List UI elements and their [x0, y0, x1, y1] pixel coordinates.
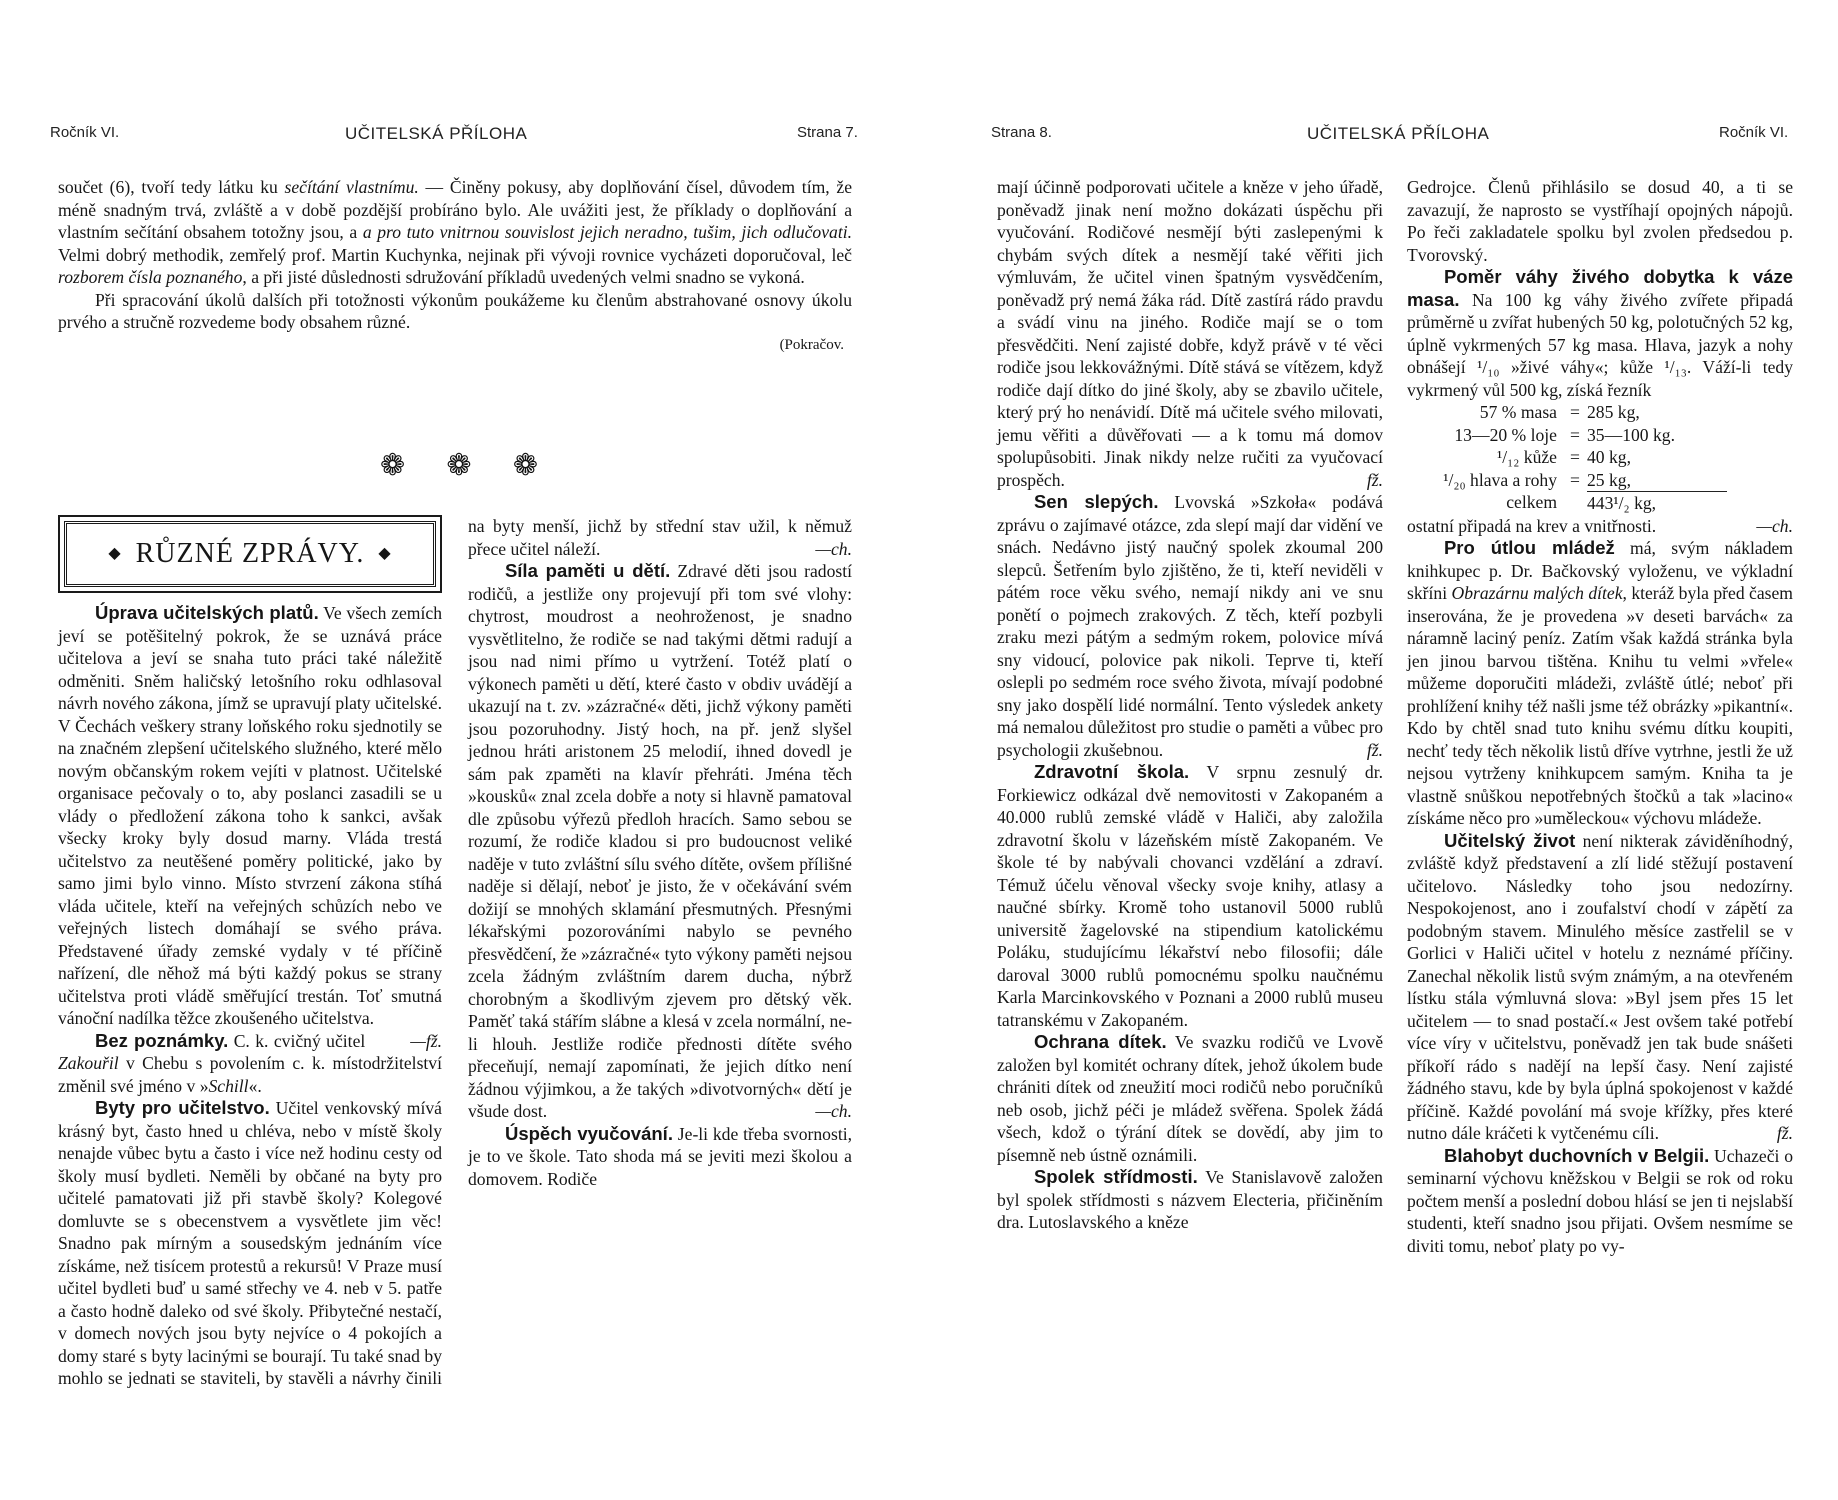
article-signature: fž.	[1366, 469, 1383, 490]
flower-ornament-icon: ❁	[446, 449, 472, 482]
article-heading: Učitelský život	[1443, 829, 1576, 851]
article-heading: Blahobyt duchovních v Belgii.	[1443, 1144, 1710, 1166]
diamond-bullet-icon: ◆	[378, 544, 392, 562]
intro-paragraph-2: Při spracování úkolů dalších při totožnosti výkonům poukážeme ku členům abstrahované osnovy úkolu prvého a stručně rozvedeme body obsahem různé.	[58, 289, 852, 332]
article-heading: Byty pro učitelstvo.	[94, 1097, 270, 1118]
article-heading: Sen slepých.	[1033, 491, 1159, 512]
article-child-protection: Ochrana dítek. Ve svazku rodičů ve Lvově založen byl komitét ochrany dítek, jehož úkolem bude chrániti dítek od zneužití moci rodičů nebo poručníků neb osob, jichž péči je mládež svěřena. Spolek žádá všech, kdož o týrání dítek se dovědí, aby jim to písemně neb ústně oznámili.	[997, 1031, 1383, 1165]
article-young-readers: Pro útlou mládež má, svým nákladem knihkupec p. Dr. Bačkovský vyloženu, ve výkladní skříni Obrazárnu malých dítek, kteráž byla před časem inserována, že je provedena »v deseti barvách« za náramně laciný peníz. Zatím však každá stránka byla jen jinou barvou tištěna. Knihu tu velmi »vřele« můžeme doporučiti mládeži, zvláště útlé; neboť při prohlížení knihy též našli jsme též obrázky »pikantní«. Kdo by chtěl snad tuto knihu svému dítku koupiti, nechť tedy těch několik listů dříve vytrhne, jestli že už nejsou vytrženy knihkupcem samým. Kniha ta je vlastně snůškou nepotřebných štočků a tak »lacino« získáme něco pro »uměleckou« výchovu mládeže.	[1407, 537, 1793, 828]
article-heading: Síla paměti u dětí.	[504, 560, 671, 581]
weight-table	[1407, 401, 1793, 515]
running-head-title: UČITELSKÁ PŘÍLOHA	[1307, 124, 1490, 143]
table-row: 13—20 % loje = 35—100 kg.	[1454, 424, 1675, 445]
running-head-title: UČITELSKÁ PŘÍLOHA	[345, 124, 528, 143]
article-heading: Spolek střídmosti.	[1033, 1166, 1198, 1187]
article-temperance: Spolek střídmosti. Ve Stanislavově založen byl spolek střídmosti s názvem Electeria, přičiněním dra. Lutoslavského a kněze	[997, 1166, 1383, 1232]
right-column-2	[1407, 176, 1793, 1257]
article-signature: fž.	[1366, 739, 1383, 760]
flower-ornament-icon: ❁	[512, 449, 538, 482]
diamond-bullet-icon: ◆	[108, 544, 122, 562]
table-row: 57 % masa = 285 kg,	[1479, 402, 1640, 422]
article-heading: Bez poznámky.	[94, 1029, 229, 1051]
article-signature: fž.	[1776, 1123, 1793, 1143]
running-head-page: Strana 8.	[991, 124, 1052, 141]
article-heading: Zdravotní škola.	[1033, 761, 1190, 782]
article-memory: Síla paměti u dětí. Zdravé děti jsou radostí rodičů, a jestliže ony projevují při tom své vlohy: chytrost, moudrost a neohroženost, je snadno vysvětlitelno, že rodiče se nad takými dětmi radují a jsou nad nimi přímo u vytržení. Totéž platí o výkonech paměti u dětí, které často v obdiv uvádějí a ukazují na t. zv. »zázračné« děti, jichž výkony paměti jsou pozoruhodny. Jistý hoch, na př. jenž slyšel jednou hráti aristonem 25 melodií, ihned dovedl je sám pak zpaměti na klavír přehráti. Jména těch »kousků« znal zcela dobře a noty si hlavně pamatoval dle způsobu výřezů předloh hracích. Samo sebou se rozumí, že rodiče kladou si pro budoucnost veliké naděje v tuto zvláštní sílu svého dítěte, ovšem přílišné naděje si dělají, neboť je jisto, že v očekávání svém dožijí se mnohých sklamání přesmutných. Přesnými lékařskými pozorováními nabylo se pevného přesvědčení, že »zázračné« tyto výkony paměti nejsou zcela žádným zvláštním darem ducha, nýbrž chorobným a škodlivým zjevem pro dětský věk. Paměť taká stářím slábne a klesá v zcela normální, ne-li hlouh. Jestliže rodiče přednosti dítěte svého přeceňují, nemají zapomínati, že jejich dítko není žádnou výjimkou, a že takých »divotvorných« dětí je všude dost. —ch.	[468, 560, 852, 1121]
article-heading: Úspěch vyučování.	[504, 1122, 673, 1144]
running-head-page: Strana 7.	[797, 124, 858, 141]
article-blind-dreams: Sen slepých. Lvovská »Szkoła« podává zprávu o zajímavé otázce, zda slepí mají dar vidění ve snách. Nedávno jistý naučný spolek zkoumal 200 slepců. Šetřením bylo zjištěno, že ti, kteří neviděli v pátém roce věku svého, nemají nikdy ani ve snu ponětí o pojmech zrakových. Z těch, kteří pozbyli zraku mezi pátým a sedmým rokem, polovice mívá sny vidoucí, polovice pak nikoli. Teprve ti, kteří oslepli po sedmém roce svého života, mívají podobné sny jako dospělí lidé normální. Tento výsledek ankety má nemalou důležitost pro studie o paměti a vůbec pro psychologii zkušebnou. fž.	[997, 491, 1383, 760]
cattle-weight-after: ostatní připadá na krev a vnitřnosti. —ch.	[1407, 515, 1793, 536]
article-signature: —ch.	[1756, 515, 1793, 536]
running-head-volume: Ročník VI.	[1719, 124, 1789, 141]
article-temperance-cont: Gedrojce. Členů přihlásilo se dosud 40, a ti se zavazují, že naprosto se vystříhají opojných nápojů. Po řeči zakladatele spolku byl zvolen předsedou p. Tvorovský.	[1407, 177, 1793, 265]
ornament-divider	[380, 448, 538, 483]
article-teaching-success-cont: mají účinně podporovati učitele a kněze v jeho úřadě, poněvadž jinak není možno dokázati úspěchu při vyučování. Rodičové nesmějí býti zaslepenými k chybám svých dítek a nesmějí také věřiti jich výmluvám, že učitel vinen špatným vysvědčením, poněvadž prý nemá žáka rád. Dítě zastírá rádo pravdu a svádí vinu na jiného. Rodiče mají se o tom přesvědčiti. Není zajisté dobře, když právě v té věci rodiče jsou lekkovážnými. Dítě stává se vítězem, když rodiče dají dítko do jiné školy, aby se zbavilo učitele, který prý ho nenávidí. Dítě má učitele svého milovati, jemu věřiti a důvěřovati — a k tomu má domov spolupůsobiti. Jinak nikdy nelze ručiti za vyučovací prospěch. fž.	[997, 177, 1383, 490]
table-row: ¹/₁₂ kůže = 40 kg,	[1496, 447, 1631, 467]
table-row: ¹/₂₀ hlava a rohy = 25 kg,	[1443, 469, 1631, 490]
article-housing: Byty pro učitelstvo. Učitel venkovský mívá krásný byt, často hned u chléva, nebo v místě školy nenajde vůbec bytu a často i více než hodinu cesty od školy musí bydleti. Neměli by občané na byty pro učitelé pamatovati již při stavbě školy? Kolegové domluvte se s obecenstvem a vysvětlete jim věc! Snadno pak mírným a sousedským jednáním více získáme, než tisícem protestů a rekursů! V Praze musí učitel bydleti buď u samé střechy ve 4. neb v 5. patře a často hodně daleko od své školy. Přibytečné nestačí, v domech nových jsou byty nejvíce o 4 pokojích a domy staré s byty lacinými se bourají. Tu také snad by mohlo se jednati se staviteli, by stavěli a návrhy činili na byty menší, jichž by střední stav užil, k němuž přece učitel náleží. —ch.	[58, 516, 852, 1388]
intro-continuation	[58, 176, 852, 356]
section-title-box	[58, 515, 442, 593]
article-heading: Pro útlou mládež	[1443, 537, 1615, 558]
running-head-volume: Ročník VI.	[50, 124, 120, 141]
article-signature: —fž.	[410, 1030, 442, 1051]
article-signature: —ch.	[815, 1101, 852, 1121]
section-title: RŮZNÉ ZPRÁVY.	[135, 537, 365, 569]
article-teacher-life: Učitelský život není nikterak záviděníhodný, zvláště když představení a zlí lidé stěžují postavení učitelovo. Následky toho jsou nedozírny. Nespokojenost, ano i zoufalství chodí v zápětí za podobným stavem. Minulého měsíce zastřelil se v Gorlici v Haliči učitel v hotelu z neznámé příčiny. Zanechal několik listů svým známým, a na otevřeném lístku stála výmluvná slova: »Byl jsem přes 15 let učitelem — to snad postačí.« Jest ovšem také potřebí více víry v učitelstvu, poněvadž jen tak bude snášeti příkoří rádo s nadějí na lepší časy. Není zajisté žádného stavu, kde by byla úplná spokojenost v každé příčině. Každé povolání má svoje křížky, přes které nutno dále kráčeti k vytčenému cíli. fž.	[1407, 829, 1794, 1143]
intro-paragraph-1: součet (6), tvoří tedy látku ku sečítání vlastnímu. — Činěny pokusy, aby doplňování čísel, důvodem tím, že méně snadným trvá, zvláště a v době pozdější probíráno bylo. Ale uvážiti jest, že příklady o doplňování a vlastním sečítání obsahem totožny jsou, a a pro tuto vnitrnou souvislost jejich neradno, tušim, jich odlučovati. Velmi dobrý methodik, zemřelý prof. Martin Kuchynka, nejinak při vývoji rovnice vycházeti doporučoval, leč rozborem čísla poznaného, a při jisté důslednosti sdružování příkladů uvedených velmi snadno se vykoná.	[58, 177, 853, 287]
right-page	[919, 0, 1838, 1500]
article-heading: Poměr váhy živého dobytka k váze masa.	[1407, 266, 1793, 310]
flower-ornament-icon: ❁	[380, 449, 406, 482]
continued-note: (Pokračov.	[779, 336, 844, 353]
article-heading: Úprava učitelských platů.	[94, 602, 319, 623]
article-heading: Ochrana dítek.	[1033, 1031, 1167, 1052]
right-column-1	[997, 176, 1383, 1234]
article-teaching-success: Úspěch vyučování. Je-li kde třeba svornosti, je to ve škole. Tato shoda má se jeviti mezi školou a domovem. Rodiče	[468, 1122, 852, 1189]
table-row-total: celkem 443¹/₂ kg,	[1407, 491, 1793, 515]
article-health-school: Zdravotní škola. V srpnu zesnulý dr. Forkiewicz odkázal dvě nemovitosti v Zakopaném a 40.000 rublů zemské vládě v Haliči, aby založila zdravotní školu v lázeňském místě Zakopaném. Ve škole té by nabývali chovanci vzdělání a zdraví. Témuž účelu věnoval všecky svoje knihy, atlasy a naučné sbírky. Kromě toho ustanovil 5000 rublů universitě žagelovské na stipendium katolickému Poláku, studujícímu lékařství nebo filosofii; dále daroval 3000 rublů pomocnému spolku naučnému Karla Marcinkovského v Poznani a 2000 rublů museu tatranskému v Zakopaném.	[997, 761, 1383, 1030]
article-cattle-weight: Poměr váhy živého dobytka k váze masa. Na 100 kg váhy živého zvířete připadá průměrně u zvířat hubených 50 kg, polotučných 52 kg, úplně vykrmených 57 kg masa. Hlava, jazyk a nohy obnášejí ¹/₁₀ »živé váhy«; kůže ¹/₁₃. Váží-li tedy vykrmený vůl 500 kg, získá řezník	[1407, 266, 1794, 400]
article-clergy-belgium: Blahobyt duchovních v Belgii. Uchazeči o seminarní výchovu kněžskou v Belgii se rok od roku počtem menší a poslední dobou hlásí se jen ti nejslabší studenti, kteří snadno jsou přijati. Ovšem nesmíme se diviti tomu, neboť platy po vy-	[1407, 1144, 1794, 1256]
article-no-comment: Bez poznámky. C. k. cvičný učitel Zakouřil v Chebu s povolením c. k. místodržitelství změnil své jméno v »Schill«.	[58, 1029, 442, 1096]
news-columns	[58, 515, 852, 1415]
article-signature: —ch.	[815, 538, 852, 559]
article-salaries: Úprava učitelských platů. Ve všech zemích jeví se potěšitelný pokrok, že se uznává práce učitelova a jeví se snaha tuto práci také náležitě odměniti. Sněm haličský letošního roku odhlasoval návrh nového zákona, jímž se upravují platy učitelské. V Čechách veškery strany loňského roku sjednotily se na značném zlepšení učitelského služného, které mělo novým občanským rokem vejíti v platnost. Učitelské organisace pečovaly o to, aby poslanci zasadili se u vlády o předložení zákona toho k sankci, avšak všecky kroky byly dosud marny. Vláda trestá učitelstvo za neutěšené poměry politické, jako by samo jimi bylo vinno. Místo stvrzení zákona stíhá vláda učitele, kteří na veřejných schůzích nebo ve veřejných listech domáhají se svého práva. Představené úřady zemské vydaly v té příčině nařízení, dle něhož má býti každý pokus se strany učitelstva proti vládě směřující trestán. Toť smutná vánoční nadílka těžce zkoušeného učitelstva. —fž.	[58, 602, 442, 1051]
